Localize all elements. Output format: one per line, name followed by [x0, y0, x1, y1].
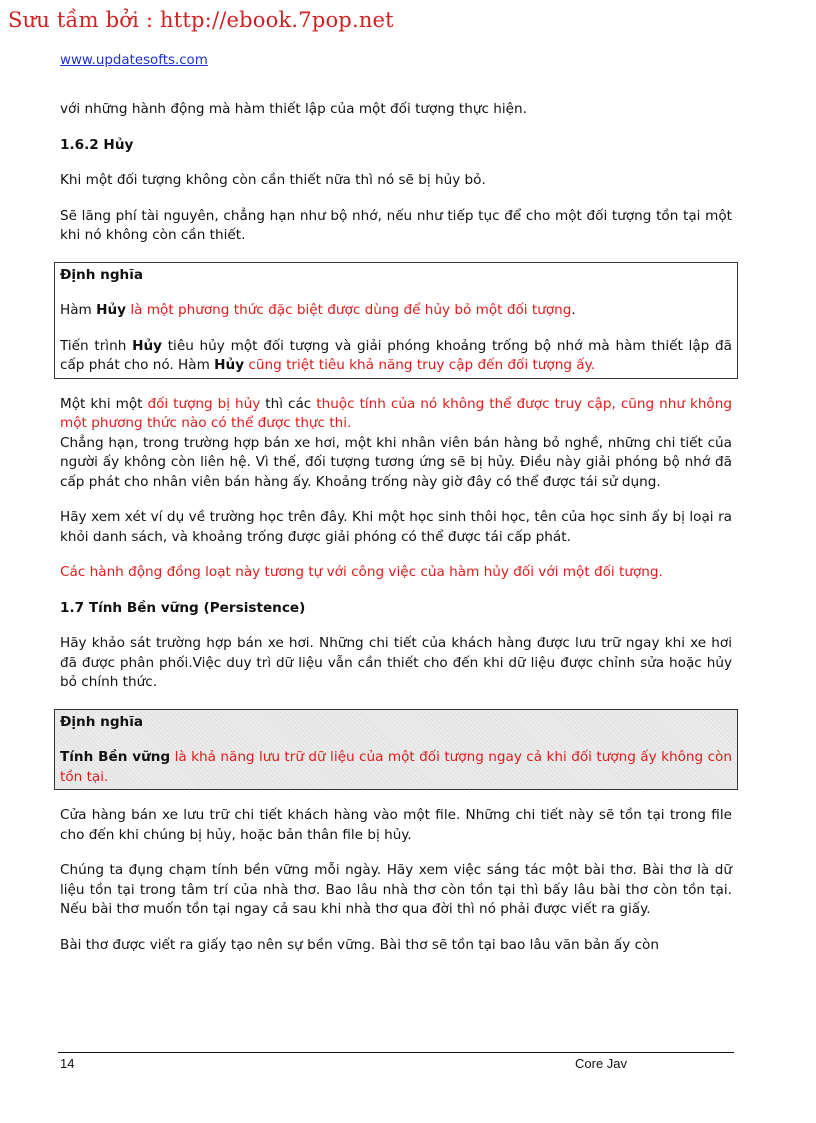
site-link[interactable]: www.updatesofts.com [60, 53, 208, 68]
red-emphasis: cũng triệt tiêu khả năng truy cập đến đối tượng ấy. [244, 357, 596, 373]
text-span: tiêu hủy một đối tượng và giải phóng khoảng trống bộ nhớ mà hàm thiết lập đã cấp phát cho nó. Hàm [60, 337, 732, 373]
paragraph: Bài thơ được viết ra giấy tạo nên sự bền vững. Bài thơ sẽ tồn tại bao lâu văn bản ấy còn [60, 936, 659, 953]
paragraph: với những hành động mà hàm thiết lập của một đối tượng thực hiện. [60, 101, 527, 117]
definition-line [60, 337, 732, 376]
watermark-header: Sưu tầm bởi : http://ebook.7pop.net [8, 8, 394, 32]
paragraph: Chẳng hạn, trong trường hợp bán xe hơi, một khi nhân viên bán hàng bỏ nghề, những chi tiết của người ấy không còn liên hệ. Vì thế, đối tượng tương ứng sẽ bị hủy. Điều này giải phóng bộ nhớ đã cấp phát cho nhân viên bán hàng ấy. Khoảng trống này giờ đây có thể được tái sử dụng. [60, 434, 732, 490]
page-body [60, 100, 732, 971]
page-number: 14 [60, 1056, 75, 1071]
paragraph: Sẽ lãng phí tài nguyên, chẳng hạn như bộ nhớ, nếu như tiếp tục để cho một đối tượng tồn tại một khi nó không còn cần thiết. [60, 207, 732, 243]
paragraph [60, 395, 732, 434]
paragraph: Hãy khảo sát trường hợp bán xe hơi. Những chi tiết của khách hàng được lưu trữ ngay khi xe hơi đã được phân phối.Việc duy trì dữ liệu vẫn cần thiết cho đến khi dữ liệu được chỉnh sửa hoặc hủy bỏ chính thức. [60, 635, 732, 690]
bold-term: Hủy [132, 337, 162, 354]
red-emphasis: là khả năng lưu trữ dữ liệu của một đối tượng ngay cả khi đối tượng ấy không còn tồn tại. [60, 749, 732, 785]
bold-term: Tính Bền vững [60, 749, 171, 765]
section-heading-1-6-2: 1.6.2 Hủy [60, 136, 134, 153]
text-span: . [571, 302, 576, 318]
section-heading-1-7: 1.7 Tính Bền vững (Persistence) [60, 599, 306, 616]
definition-box-destructor [54, 262, 738, 379]
bold-term: Hủy [96, 302, 127, 318]
definition-line [60, 301, 732, 321]
paragraph: Khi một đối tượng không còn cần thiết nữa thì nó sẽ bị hủy bỏ. [60, 172, 486, 188]
paragraph-red: Các hành động đồng loạt này tương tự với công việc của hàm hủy đối với một đối tượng. [60, 564, 663, 580]
text-span: Hàm [60, 302, 97, 318]
paragraph: Hãy xem xét ví dụ về trường học trên đây. Khi một học sinh thôi học, tên của học sinh ấy bị loại ra khỏi danh sách, và khoảng trống được giải phóng có thể được tái cấp phát. [60, 509, 732, 545]
red-emphasis: thuộc tính của nó không thể được truy cập, cũng như không một phương thức nào có thể được thực thi. [60, 395, 732, 431]
footer-divider [58, 1052, 734, 1053]
red-emphasis: đối tượng bị hủy [147, 395, 261, 412]
footer-title: Core Jav [575, 1056, 628, 1071]
definition-line [60, 748, 732, 787]
bold-term: Hủy [214, 357, 245, 373]
red-emphasis: là một phương thức đặc biệt được dùng để hủy bỏ một đối tượng [126, 302, 572, 318]
definition-title: Định nghĩa [60, 266, 144, 283]
definition-title: Định nghĩa [60, 713, 144, 730]
text-span: thì các [260, 395, 317, 412]
text-span: Tiến trình [60, 337, 133, 354]
paragraph: Chúng ta đụng chạm tính bền vững mỗi ngày. Hãy xem việc sáng tác một bài thơ. Bài thơ là dữ liệu tồn tại trong tâm trí của nhà thơ. Bao lâu nhà thơ còn tồn tại thì bấy lâu bài thơ còn tồn tại. Nếu bài thơ muốn tồn tại ngay cả sau khi nhà thơ qua đời thì nó phải được viết ra giấy. [60, 862, 732, 917]
text-span: Một khi một [60, 395, 148, 412]
paragraph: Cửa hàng bán xe lưu trữ chi tiết khách hàng vào một file. Những chi tiết này sẽ tồn tại trong file cho đến khi chúng bị hủy, hoặc bản thân file bị hủy. [60, 807, 732, 843]
definition-box-persistence [54, 709, 738, 791]
